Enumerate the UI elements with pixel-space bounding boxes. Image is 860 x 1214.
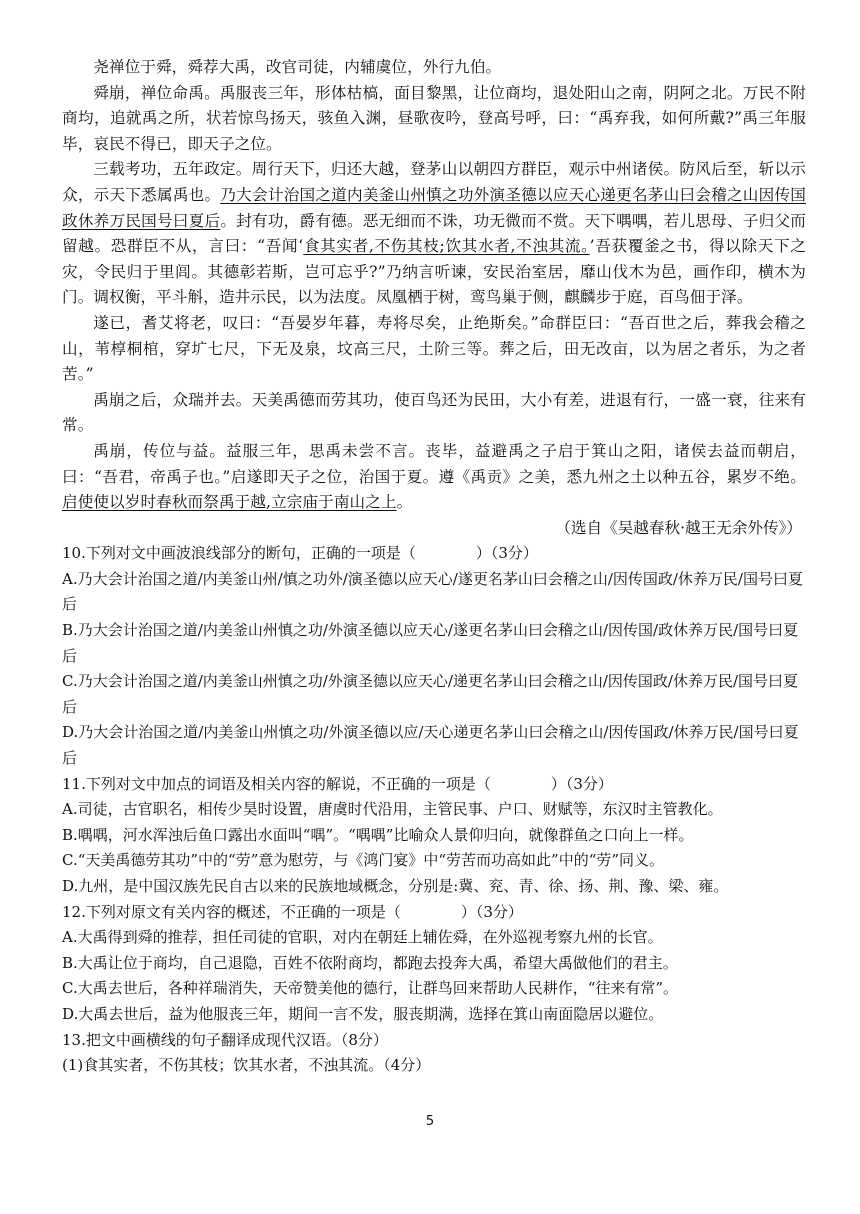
question-12-option-d: D.大禹去世后，益为他服丧三年，期间一言不发，服丧期满，选择在箕山南面隐居以避位。 <box>62 1004 664 1023</box>
question-10: 10.下列对文中画波浪线部分的断句，正确的一项是（ ）（3分） <box>62 544 538 563</box>
question-13: 13.把文中画横线的句子翻译成现代汉语。（8分） <box>62 1030 388 1049</box>
source-citation: （选自《吴越春秋·越王无余外传》） <box>555 518 802 537</box>
question-12: 12.下列对原文有关内容的概述，不正确的一项是（ ）（3分） <box>62 902 523 921</box>
passage-text: 。封有功，爵有德。恶无细而不诛，功无微而不赏。天下喁喁，若儿思母、子归父而留越。恐群臣不从，言曰：“吾闻‘ <box>62 211 806 256</box>
question-12-option-b: B.大禹让位于商均，自己退隐，百姓不依附商均，都跑去投奔大禹，希望大禹做他们的君主。 <box>62 953 678 972</box>
document-page <box>62 55 806 1079</box>
question-12-option-c: C.大禹去世后，各种祥瑞消失，天帝赞美他的德行，让群鸟回来帮助人民耕作，“往来有常”。 <box>62 979 679 998</box>
passage-paragraph-2: 舜崩，禅位命禹。禹服丧三年，形体枯槁，面目黎黑，让位商均，退处阳山之南，阴阿之北。万民不附商均，追就禹之所，状若惊鸟扬天，骇鱼入渊，昼歌夜吟，登高号呼，曰：“禹弃我，如何所戴?”禹三年服毕，哀民不得已，即天子之位。 <box>62 83 806 153</box>
question-11-option-c: C.“天美禹德劳其功”中的“劳”意为慰劳，与《鸿门宴》中“劳苦而功高如此”中的“劳”同义。 <box>62 851 665 870</box>
question-11: 11.下列对文中加点的词语及相关内容的解说，不正确的一项是（ ）（3分） <box>62 774 613 793</box>
passage-text: 三载考功，五年政定。周行天下，归还大越，登茅山以朝四方群臣，观示中州诸侯。防风后至，斩以示众，示天下悉属禹也。 <box>62 160 806 204</box>
passage-paragraph-3 <box>62 157 806 311</box>
question-13-part-1: (1)食其实者，不伤其枝；饮其水者，不浊其流。（4分） <box>62 1056 431 1075</box>
passage-text: 。 <box>396 493 413 512</box>
question-11-option-d: D.九州，是中国汉族先民自古以来的民族地域概念，分别是:冀、兖、青、徐、扬、荆、豫、梁、雍。 <box>62 877 729 895</box>
underlined-sentence-2: 启使使以岁时春秋而祭禹于越,立宗庙于南山之上 <box>62 493 397 512</box>
question-10-option-a: A.乃大会计治国之道/内美釜山州/慎之功外/演圣德以应天心/遂更名茅山曰会稽之山/因传国政/休养万民/国号曰夏后 <box>62 569 803 614</box>
wavy-underlined-sentence: 乃大会计治国之道内美釜山州慎之功外演圣德以应天心递更名茅山曰会稽之山因传国政休养万民国号曰夏后 <box>62 185 806 230</box>
question-10-option-c: C.乃大会计治国之道/内美釜山州慎之功/外演圣德以应天心/递更名茅山曰会稽之山/因传国政/休养万民/国号曰夏后 <box>62 672 799 716</box>
question-10-option-d: D.乃大会计治国之道/内美釜山州慎之功/外演圣德以应/天心递更名茅山曰会稽之山/因传国政/休养万民/国号曰夏后 <box>62 723 799 768</box>
passage-paragraph-6 <box>62 439 806 516</box>
page-number: 5 <box>425 1114 435 1129</box>
passage-paragraph-5: 禹崩之后，众瑞并去。天美禹德而劳其功，使百鸟还为民田，大小有差，进退有行，一盛一衰，往来有常。 <box>62 390 806 435</box>
underlined-sentence-1: 食其实者,不伤其枝;饮其水者,不浊其流。 <box>303 237 590 256</box>
question-10-option-b: B.乃大会计治国之道/内美釜山州慎之功/外演圣德以应天心/遂更名茅山曰会稽之山/因传国/政休养万民/国号曰夏后 <box>62 621 799 665</box>
question-12-option-a: A.大禹得到舜的推荐，担任司徒的官职，对内在朝廷上辅佐舜，在外巡视考察九州的长官。 <box>62 928 663 947</box>
passage-paragraph-4: 遂已，耆艾将老，叹曰：“吾晏岁年暮，寿将尽矣，止绝斯矣。”命群臣曰：“吾百世之后，葬我会稽之山，苇椁桐棺，穿圹七尺，下无及泉，坟高三尺，土阶三等。葬之后，田无改亩，以为居之者乐，为之者苦。” <box>62 313 806 384</box>
passage-text: 禹崩，传位与益。益服三年，思禹未尝不言。丧毕，益避禹之子启于箕山之阳，诸侯去益而朝启，曰：“吾君，帝禹子也。”启遂即天子之位，治国于夏。遵《禹贡》之美，悉九州之土以种五谷，累岁不绝。 <box>62 441 806 486</box>
question-11-option-b: B.喁喁，河水浑浊后鱼口露出水面叫“喁”。“喁喁”比喻众人景仰归向，就像群鱼之口向上一样。 <box>62 825 694 844</box>
passage-paragraph-1: 尧禅位于舜，舜荐大禹，改官司徒，内辅虞位，外行九伯。 <box>93 58 502 76</box>
question-11-option-a: A.司徒，古官职名，相传少昊时设置，唐虞时代沿用，主管民事、户口、财赋等，东汉时主管教化。 <box>62 800 723 819</box>
passage-text: ’吾获覆釜之书，得以除天下之灾，令民归于里闾。其德彰若斯，岂可忘乎?”乃纳言听谏，安民治室居，靡山伐木为邑，画作印，横木为门。调权衡，平斗斛，造井示民，以为法度。凤凰栖于树，鸾鸟巢于侧，麒麟步于庭，百鸟佃于泽。 <box>62 237 806 307</box>
